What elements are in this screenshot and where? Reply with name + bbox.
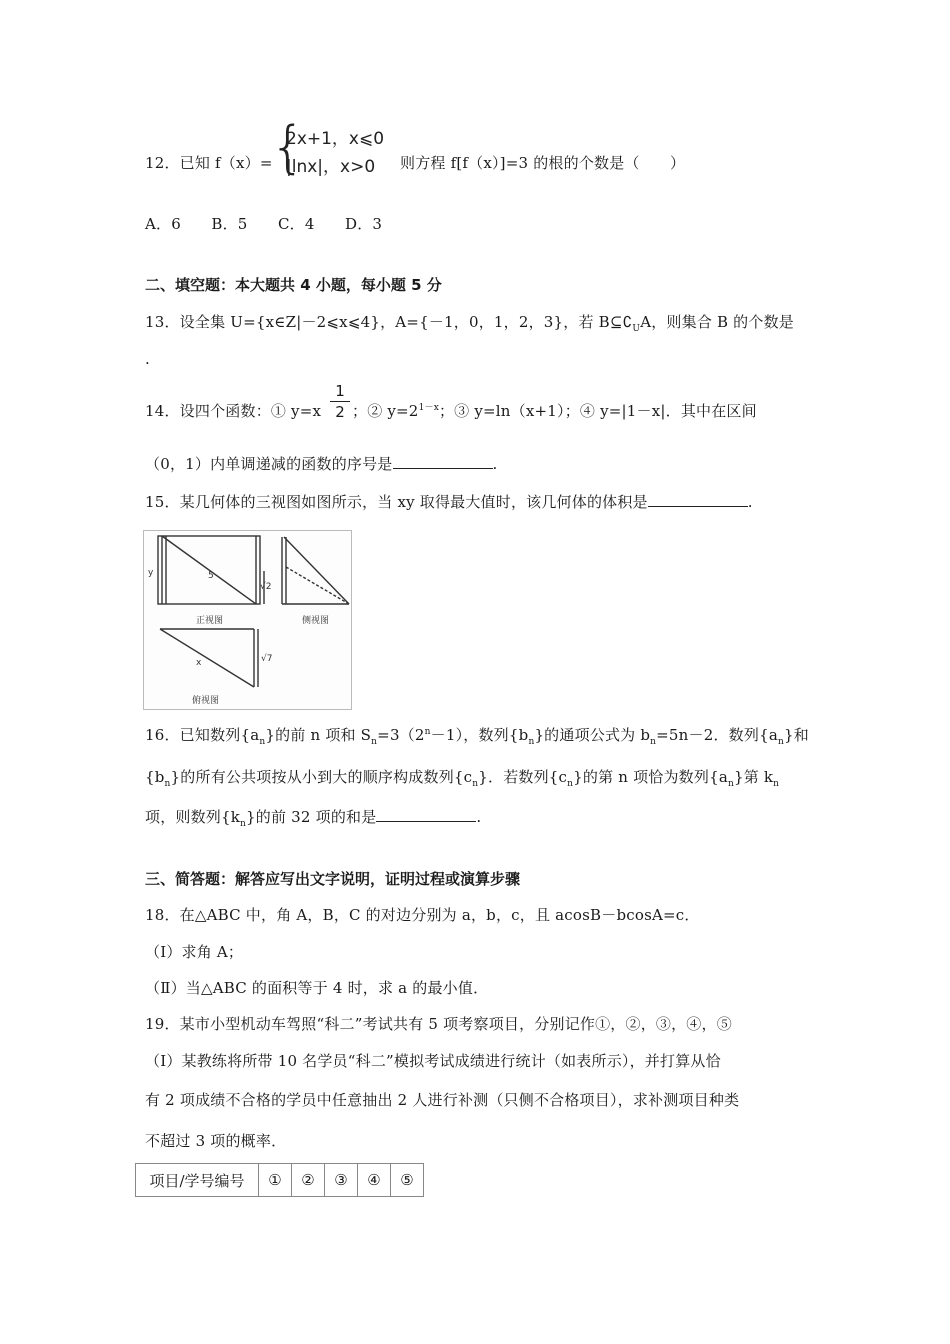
fig-x-label: x (196, 658, 202, 668)
q12-case1: 2x+1，x⩽0 (286, 129, 385, 149)
q19-line3: 有 2 项成绩不合格的学员中任意抽出 2 人进行补测（只侧不合格项目），求补测项目种类 (145, 1091, 740, 1109)
q16-line3: 项，则数列$\{k_n\}$的前 32 项的和是 . (145, 808, 482, 829)
fig-half-label: √2 (260, 582, 272, 592)
q16-line2: $\{b_n\}$的所有公共项按从小到大的顺序构成数列$\{c_n\}$．若数列$\{c_n\}$的第 n 项恰为数列$\{a_n\}$第 $k_n$ (145, 768, 780, 789)
q15-text: 15．某几何体的三视图如图所示，当 xy 取得最大值时，该几何体的体积是 . (145, 493, 753, 511)
table-header-row (136, 1164, 424, 1197)
q12-prefix: 12．已知 f（x）= (145, 154, 273, 172)
q14-line1-rest: ；② $y=2^{1-x}$；③ y=ln（x+1）；④ y=|1－x|．其中在区间 (352, 402, 757, 420)
q19-line1: 19．某市小型机动车驾照“科二”考试共有 5 项考察项目，分别记作①，②，③，④，⑤ (145, 1015, 732, 1033)
q18-line1: 18．在△ABC 中，角 A，B，C 的对边分别为 a，b，c，且 acosB－bcosA=c． (145, 906, 700, 924)
section3-title: 三、简答题：解答应写出文字说明，证明过程或演算步骤 (145, 870, 521, 888)
q12-suffix: 则方程 f[f（x）]=3 的根的个数是（ ） (400, 154, 686, 172)
table-header-cell: ② (292, 1164, 325, 1197)
q19-line4: 不超过 3 项的概率． (145, 1132, 287, 1150)
q14-frac-den: 2 (335, 403, 345, 421)
q15-answer-blank[interactable] (648, 492, 748, 507)
q18-line2: （Ⅰ）求角 A； (145, 943, 244, 961)
q13-line2: . (145, 350, 150, 368)
fig-five-label: 5 (208, 571, 214, 581)
q14-line2: （0，1）内单调递减的函数的序号是 . (145, 455, 498, 473)
q14-part1: 14．设四个函数：① y=x (145, 402, 322, 420)
fig-y-label: y (148, 568, 154, 578)
fig-root-label: √7 (261, 654, 273, 664)
q14-fraction (330, 382, 350, 421)
table-header-cell: 项目/学号编号 (136, 1164, 259, 1197)
fraction-bar (330, 401, 350, 402)
q14-frac-num: 1 (335, 382, 345, 400)
table-header-cell: ③ (325, 1164, 358, 1197)
q16-line1: 16．已知数列$\{a_n\}$的前 n 项和 $S_n=3(2^n-1)$，数列$\{b_n\}$的通项公式为 $b_n=5n-2$．数列$\{a_n\}$和 (145, 726, 809, 747)
brace-icon: { (270, 115, 306, 180)
q13-line1: 13．设全集 U={x∈Z|－2⩽x⩽4}，A={－1，0，1，2，3}，若 $B⊆∁_UA$，则集合 B 的个数是 (145, 313, 794, 334)
q19-table (135, 1163, 424, 1197)
table-header-cell: ① (259, 1164, 292, 1197)
q12-piecewise (270, 115, 398, 180)
q18-line3: （Ⅱ）当△ABC 的面积等于 4 时，求 a 的最小值． (145, 979, 489, 997)
q16-answer-blank[interactable] (376, 807, 476, 822)
q12-case2: |lnx|，x>0 (286, 157, 376, 177)
table-header-cell: ⑤ (391, 1164, 424, 1197)
table-header-cell: ④ (358, 1164, 391, 1197)
q12-choices: A．6 B．5 C．4 D．3 (145, 215, 383, 233)
three-view-figure (143, 530, 352, 710)
q14-answer-blank[interactable] (393, 454, 493, 469)
front-view-label: 正视图 (196, 616, 224, 626)
top-view-label: 俯视图 (192, 696, 220, 706)
side-view-label: 侧视图 (302, 616, 330, 626)
section2-title: 二、填空题：本大题共 4 小题，每小题 5 分 (145, 276, 442, 294)
q19-line2: （Ⅰ）某教练将所带 10 名学员“科二”模拟考试成绩进行统计（如表所示），并打算从恰 (145, 1052, 721, 1070)
